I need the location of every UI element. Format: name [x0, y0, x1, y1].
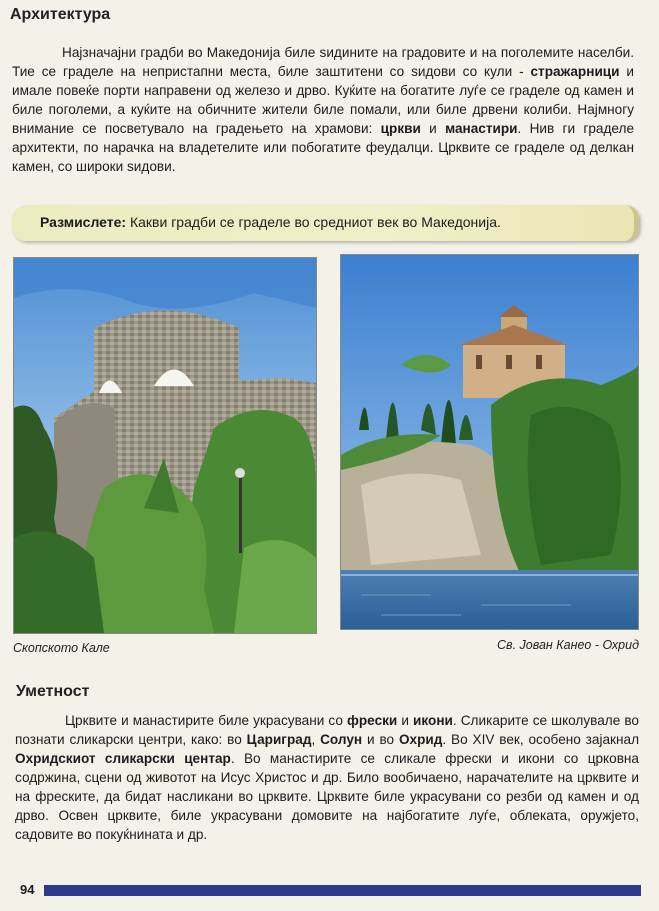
bold-term: цркви [380, 121, 421, 136]
bold-term: стражарници [530, 64, 620, 79]
text-run: . Во XIV век, особено зајакнал [442, 732, 639, 747]
text-run: и [420, 121, 446, 136]
text-run: . Нив ги граделе архитекти, по нарачка на владетелите или побогатите феудалци. Црквите се граделе од делкан камен, со широки ѕидови. [12, 121, 635, 174]
section-title-art: Уметност [16, 683, 90, 700]
text-run: Најзначајни градби во Македонија биле ѕидините на градовите и на поголемите населби. Тие се граделе на непристапни места, биле заштитени со ѕидови со кули - [12, 45, 634, 79]
text-run: Црквите и манастирите биле украсувани со [65, 713, 347, 728]
skopje-fortress-photo [13, 257, 317, 634]
bold-term: манастири [445, 121, 518, 136]
text-run: и имале повеќе порти направени од железо и дрво. Куќите на богатите луѓе се граделе од камен и биле поголеми, а куќите на обичните жители биле помали, или биле дрвени колиби. Најмногу внимание се посветувало на градењето на храмови: [12, 64, 634, 136]
text-run: и [397, 713, 414, 728]
think-question [40, 214, 501, 230]
page-number: 94 [20, 882, 35, 897]
bold-term: фрески [346, 713, 398, 728]
section-title-architecture: Архитектура [10, 6, 111, 23]
bold-term: Охридскиот сликарски центар [15, 751, 231, 766]
think-question-text: Какви градби се граделе во средниот век во Македонија. [126, 214, 501, 230]
st-john-kaneo-photo [340, 254, 639, 630]
bold-term: Солун [320, 732, 363, 747]
art-paragraph [15, 711, 639, 844]
bold-term: икони [413, 713, 453, 728]
bold-term: Охрид [398, 732, 443, 747]
footer-bar [44, 885, 641, 896]
text-run: . Во манастирите се сликале фрески и икони со црковна содржина, сцени од животот на Исус Христос и др. Било вообичаено, нарачателите на црквите и на фреските, да бидат насликани во црквите. Црквите биле украсувани со резби од камен и од дрво. Освен црквите, биле украсувани домовите на најбогатите луѓе, облеката, оружјето, садовите во покуќнината и др. [15, 751, 639, 842]
photo-caption-left: Скопското Кале [13, 641, 110, 655]
text-run: и во [362, 732, 399, 747]
think-label: Размислете: [40, 214, 127, 230]
bold-term: Цариград [246, 732, 312, 747]
photo-caption-right: Св. Јован Канео - Охрид [497, 638, 639, 652]
architecture-paragraph [12, 43, 634, 176]
think-box [12, 205, 639, 241]
text-run: , [311, 732, 321, 747]
text-run: . Сликарите се школувале во познати сликарски центри, како: во [15, 713, 639, 747]
